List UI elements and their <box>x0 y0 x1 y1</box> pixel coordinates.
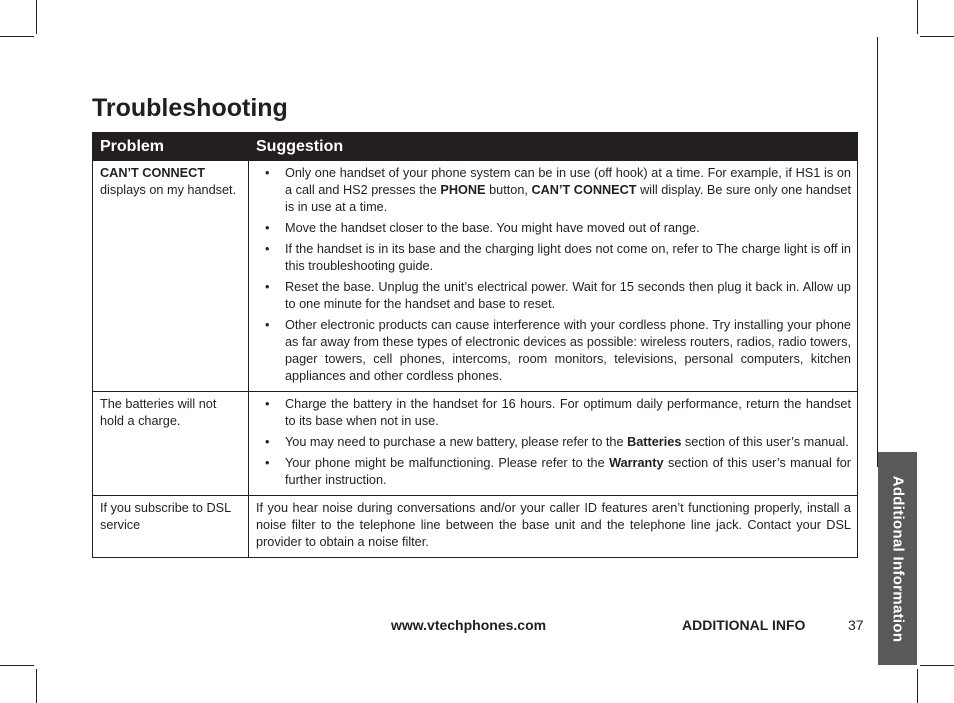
problem-bold-text: CAN’T CONNECT <box>100 166 206 180</box>
table-header-row <box>93 133 858 161</box>
bullet-icon: • <box>265 456 270 470</box>
list-item-text: You may need to purchase a new battery, please refer to the <box>285 435 628 449</box>
crop-mark <box>917 669 918 703</box>
crop-mark <box>0 36 34 37</box>
list-item-text: Your phone might be malfunctioning. Please refer to the <box>285 456 610 470</box>
list-item <box>256 220 851 237</box>
troubleshooting-table <box>92 132 858 558</box>
crop-mark <box>0 665 34 666</box>
problem-cell <box>93 161 249 392</box>
problem-text: The batteries will not hold a charge. <box>100 397 217 428</box>
list-item <box>256 434 851 451</box>
list-item-text: If the handset is in its base and the charging light does not come on, refer to The charge light is off in this troubleshooting guide. <box>285 242 851 273</box>
bullet-icon: • <box>265 318 270 332</box>
list-item-bold: Warranty <box>609 456 664 470</box>
table-row <box>93 392 858 496</box>
list-item <box>256 241 851 275</box>
crop-mark <box>920 665 954 666</box>
list-item-text: Reset the base. Unplug the unit’s electrical power. Wait for 15 seconds then plug it back in. Allow up to one minute for the handset and base to reset. <box>285 280 851 311</box>
crop-mark <box>36 0 37 34</box>
footer-url: www.vtechphones.com <box>391 617 547 633</box>
bullet-icon: • <box>265 280 270 294</box>
suggestion-cell <box>249 161 858 392</box>
footer-section-name: ADDITIONAL INFO <box>682 617 806 633</box>
problem-text: displays on my handset. <box>100 183 237 197</box>
suggestion-text: If you hear noise during conversations and/or your caller ID features aren’t functioning properly, install a noise filter to the telephone line between the base unit and the telephone line jack. Contact your DSL provider to obtain a noise filter. <box>256 501 851 549</box>
problem-cell <box>93 392 249 496</box>
list-item-text: Charge the battery in the handset for 16 hours. For optimum daily performance, return the handset to its base when not in use. <box>285 397 851 428</box>
bullet-icon: • <box>265 397 270 411</box>
suggestion-list <box>256 165 851 385</box>
list-item-bold: Batteries <box>627 435 682 449</box>
list-item-bold: PHONE <box>440 183 486 197</box>
list-item-text: section of this user’s manual. <box>681 435 849 449</box>
page-title: Troubleshooting <box>92 94 288 122</box>
list-item <box>256 165 851 216</box>
list-item <box>256 279 851 313</box>
list-item-text: will display. Be sure only one handset is in use at a time. <box>285 183 851 214</box>
list-item-text: Move the handset closer to the base. You might have moved out of range. <box>285 221 700 235</box>
side-tab-label: Additional Information <box>889 475 906 642</box>
list-item <box>256 455 851 489</box>
bullet-icon: • <box>265 435 270 449</box>
page-number: 37 <box>848 617 864 633</box>
suggestion-cell <box>249 496 858 558</box>
page-edge-rule <box>877 37 878 467</box>
list-item <box>256 317 851 385</box>
table-row <box>93 496 858 558</box>
suggestion-list <box>256 396 851 489</box>
table-row <box>93 161 858 392</box>
list-item-text: button, <box>485 183 532 197</box>
list-item <box>256 396 851 430</box>
section-side-tab <box>878 452 917 665</box>
crop-mark <box>917 0 918 34</box>
bullet-icon: • <box>265 221 270 235</box>
problem-cell <box>93 496 249 558</box>
crop-mark <box>920 36 954 37</box>
list-item-text: Other electronic products can cause interference with your cordless phone. Try installing your phone as far away from these types of electronic devices as possible: wireless routers, radios, radio towers, pager towers, cell phones, intercoms, room monitors, televisions, personal computers, kitchen appliances and other cordless phones. <box>285 318 851 383</box>
suggestion-cell <box>249 392 858 496</box>
bullet-icon: • <box>265 242 270 256</box>
list-item-text: section of this user’s manual for further instruction. <box>285 456 851 487</box>
crop-mark <box>36 669 37 703</box>
header-suggestion: Suggestion <box>249 133 858 161</box>
bullet-icon: • <box>265 166 270 180</box>
list-item-bold: CAN’T CONNECT <box>531 183 637 197</box>
header-problem: Problem <box>93 133 249 161</box>
list-item-text: Only one handset of your phone system can be in use (off hook) at a time. For example, if HS1 is on a call and HS2 presses the <box>285 166 851 197</box>
problem-text: If you subscribe to DSL service <box>100 501 231 532</box>
